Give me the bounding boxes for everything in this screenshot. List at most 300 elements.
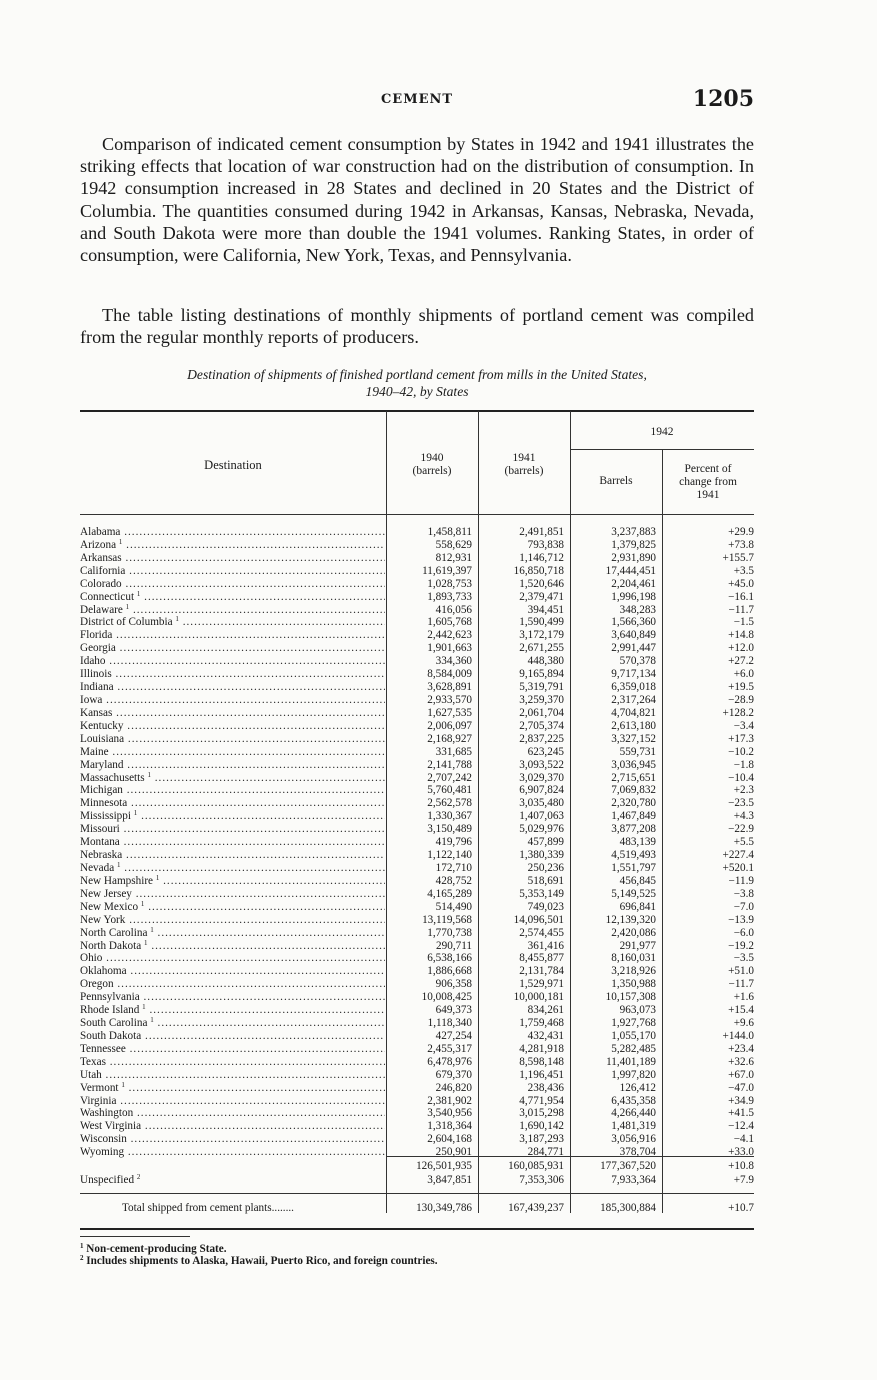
row-destination (80, 1043, 385, 1056)
row-value-1940: 172,710 (435, 861, 472, 874)
row-value-1940: 2,141,788 (427, 758, 472, 771)
row-value-1942: 696,841 (619, 900, 656, 913)
row-destination-name: Pennsylvania (80, 991, 140, 1004)
row-destination-name: Massachusetts (80, 771, 145, 784)
total-rule-top (80, 1193, 754, 1194)
table-row (80, 1095, 754, 1108)
row-percent-change: −10.4 (728, 771, 754, 784)
row-value-1940: 2,562,578 (427, 797, 472, 810)
row-value-1941: 4,771,954 (519, 1094, 564, 1107)
row-footnote-mark: 1 (147, 771, 151, 779)
row-value-1941: 1,520,646 (519, 577, 564, 590)
row-percent-change: +227.4 (722, 849, 754, 862)
row-percent-change: +17.3 (728, 732, 754, 745)
table-row (80, 1082, 754, 1095)
table-caption-line-1: Destination of shipments of finished portland cement from mills in the United States, (187, 367, 647, 382)
row-destination-name: Mississippi (80, 810, 131, 823)
row-value-1941: 1,759,468 (519, 1017, 564, 1030)
row-value-1940: 906,358 (435, 978, 472, 991)
row-value-1942: 1,055,170 (611, 1029, 656, 1042)
table-caption-line-2: 1940–42, by States (365, 384, 469, 399)
row-value-1940: 11,619,397 (422, 564, 472, 577)
row-value-1940: 1,458,811 (427, 526, 472, 538)
total-label (122, 1202, 294, 1215)
row-destination-name: Virginia (80, 1094, 117, 1107)
table-row (80, 604, 754, 617)
row-destination (80, 978, 385, 991)
table-row (80, 914, 754, 927)
table-row (80, 668, 754, 681)
row-destination (80, 1056, 385, 1069)
row-destination-name: New Jersey (80, 887, 132, 900)
row-value-1941: 3,015,298 (519, 1107, 564, 1120)
row-value-1942: 2,320,780 (611, 797, 656, 810)
table-row (80, 1030, 754, 1043)
table-row (80, 681, 754, 694)
row-destination-name: Missouri (80, 823, 120, 836)
table-row (80, 1017, 754, 1030)
row-percent-change: +5.5 (733, 836, 754, 849)
row-destination-name: North Dakota (80, 939, 142, 952)
row-value-1940: 4,165,289 (427, 887, 472, 900)
subtotal-1940: 126,501,935 (416, 1160, 472, 1172)
total-1941: 167,439,237 (508, 1202, 564, 1214)
row-value-1940: 427,254 (435, 1029, 472, 1042)
row-value-1942: 2,715,651 (611, 771, 656, 784)
row-destination (80, 539, 385, 552)
table-row (80, 784, 754, 797)
row-value-1942: 2,931,890 (611, 551, 656, 564)
row-percent-change: +3.5 (733, 564, 754, 577)
row-destination (80, 797, 385, 810)
unspecified-percent: +7.9 (733, 1174, 754, 1186)
row-destination-name: West Virginia (80, 1120, 142, 1133)
row-value-1941: 9,165,894 (519, 668, 564, 681)
row-value-1941: 2,061,704 (519, 706, 564, 719)
row-value-1942: 8,160,031 (611, 952, 656, 965)
row-value-1942: 11,401,189 (606, 1055, 656, 1068)
row-destination-name: District of Columbia (80, 616, 173, 629)
row-destination-name: Wisconsin (80, 1133, 127, 1146)
row-value-1941: 518,691 (527, 874, 564, 887)
row-footnote-mark: 1 (175, 616, 179, 624)
row-value-1940: 1,028,753 (427, 577, 472, 590)
table-row (80, 1120, 754, 1133)
row-destination-name: Texas (80, 1055, 106, 1068)
row-percent-change: −7.0 (733, 900, 754, 913)
header-1940 (386, 452, 478, 478)
row-percent-change: −1.5 (733, 616, 754, 629)
row-destination-name: Indiana (80, 681, 114, 694)
row-value-1941: 1,590,499 (519, 616, 564, 629)
row-percent-change: −3.4 (733, 719, 754, 732)
row-value-1940: 514,490 (435, 900, 472, 913)
row-value-1940: 1,605,768 (427, 616, 472, 629)
row-percent-change: +15.4 (728, 1004, 754, 1017)
row-value-1942: 5,149,525 (611, 887, 656, 900)
header-barrels: Barrels (599, 475, 633, 487)
row-percent-change: +34.9 (728, 1094, 754, 1107)
row-percent-change: +520.1 (722, 861, 754, 874)
row-destination-name: Nebraska (80, 849, 123, 862)
header-percent-change (662, 463, 754, 502)
row-value-1942: 1,996,198 (611, 590, 656, 603)
table-row (80, 552, 754, 565)
table-row (80, 591, 754, 604)
table-row (80, 1146, 754, 1159)
row-value-1940: 334,360 (435, 655, 472, 668)
row-destination (80, 1146, 385, 1159)
row-destination (80, 552, 385, 565)
row-value-1942: 1,481,319 (611, 1120, 656, 1133)
table-row (80, 862, 754, 875)
total-1942: 185,300,884 (600, 1202, 656, 1214)
row-value-1942: 456,845 (619, 874, 656, 887)
row-footnote-mark: 1 (133, 810, 138, 818)
row-value-1940: 1,330,367 (427, 810, 472, 823)
row-percent-change: +6.0 (733, 668, 754, 681)
row-destination-name: Florida (80, 629, 113, 642)
row-value-1940: 10,008,425 (421, 991, 472, 1004)
footnote-1-mark: 1 (80, 1242, 84, 1250)
row-value-1940: 416,056 (435, 603, 472, 616)
table-row (80, 759, 754, 772)
subtotal-1941: 160,085,931 (508, 1160, 564, 1172)
row-value-1942: 963,073 (619, 1004, 656, 1017)
row-value-1942: 1,551,797 (611, 861, 656, 874)
row-destination-name: Georgia (80, 642, 116, 655)
row-destination-name: Minnesota (80, 797, 128, 810)
row-value-1941: 1,146,712 (519, 551, 564, 564)
row-value-1940: 2,455,317 (427, 1042, 472, 1055)
row-footnote-mark: 1 (150, 926, 154, 934)
row-percent-change: +67.0 (728, 1068, 754, 1081)
table-row (80, 526, 754, 539)
row-destination (80, 616, 385, 629)
row-value-1941: 6,907,824 (519, 784, 564, 797)
table-row (80, 965, 754, 978)
row-destination (80, 914, 385, 927)
table-row (80, 772, 754, 785)
row-value-1942: 3,640,849 (611, 629, 656, 642)
table-row (80, 694, 754, 707)
header-percent-line-1: Percent of (684, 463, 732, 475)
row-value-1941: 3,035,480 (519, 797, 564, 810)
table-row (80, 1056, 754, 1069)
unspecified-name: Unspecified (80, 1174, 135, 1186)
table-row (80, 823, 754, 836)
running-title: CEMENT (380, 92, 454, 107)
row-value-1942: 6,435,358 (611, 1094, 656, 1107)
row-value-1940: 812,931 (435, 551, 472, 564)
row-percent-change: +155.7 (722, 551, 754, 564)
row-value-1942: 570,378 (619, 655, 656, 668)
row-percent-change: −6.0 (733, 926, 754, 939)
unspecified-label (80, 1174, 140, 1187)
header-1941-year: 1941 (512, 452, 536, 464)
row-destination (80, 952, 385, 965)
row-footnote-mark: 1 (140, 900, 145, 908)
row-percent-change: +19.5 (728, 681, 754, 694)
row-destination-name: Oklahoma (80, 965, 127, 978)
row-value-1941: 3,172,179 (519, 629, 564, 642)
row-destination-name: Arizona (80, 538, 117, 551)
row-value-1941: 5,353,149 (519, 887, 564, 900)
row-value-1942: 4,704,821 (611, 706, 656, 719)
total-1940: 130,349,786 (416, 1202, 472, 1214)
row-percent-change: +2.3 (733, 784, 754, 797)
row-destination (80, 1017, 385, 1030)
table-caption (80, 366, 754, 400)
row-value-1941: 2,491,851 (519, 526, 564, 538)
row-destination (80, 836, 385, 849)
header-1941-unit: (barrels) (504, 465, 544, 477)
page-number: 1205 (692, 86, 754, 112)
row-footnote-mark: 1 (144, 939, 148, 947)
row-destination-name: South Carolina (80, 1017, 148, 1030)
row-value-1942: 1,379,825 (611, 538, 656, 551)
row-value-1942: 2,420,086 (611, 926, 656, 939)
row-value-1941: 432,431 (527, 1029, 564, 1042)
table-top-rule (80, 410, 754, 412)
unspecified-footnote-mark: 2 (136, 1173, 141, 1181)
row-value-1942: 378,704 (619, 1146, 656, 1159)
row-destination-name: New Mexico (80, 900, 139, 913)
row-percent-change: +14.8 (728, 629, 754, 642)
row-destination-name: Oregon (80, 978, 114, 991)
row-destination-name: Kentucky (80, 719, 124, 732)
table-row (80, 578, 754, 591)
table-row (80, 707, 754, 720)
table-row (80, 797, 754, 810)
row-value-1940: 6,478,976 (427, 1055, 472, 1068)
row-value-1940: 558,629 (435, 538, 472, 551)
row-destination (80, 1133, 385, 1146)
table-row (80, 1069, 754, 1082)
row-percent-change: +23.4 (728, 1042, 754, 1055)
row-destination-name: North Carolina (80, 926, 148, 939)
row-value-1940: 13,119,568 (422, 913, 472, 926)
row-value-1942: 1,997,820 (611, 1068, 656, 1081)
row-value-1942: 1,467,849 (611, 810, 656, 823)
row-destination (80, 1082, 385, 1095)
row-value-1941: 8,598,148 (519, 1055, 564, 1068)
row-percent-change: −16.1 (728, 590, 754, 603)
row-value-1941: 1,690,142 (519, 1120, 564, 1133)
row-value-1940: 1,893,733 (427, 590, 472, 603)
row-value-1940: 649,373 (435, 1004, 472, 1017)
row-value-1940: 1,318,364 (427, 1120, 472, 1133)
table-bottom-rule (80, 1228, 754, 1230)
row-destination-name: Connecticut (80, 590, 135, 603)
row-value-1940: 428,752 (435, 874, 472, 887)
row-value-1940: 8,584,009 (427, 668, 472, 681)
row-percent-change: −11.9 (728, 874, 754, 887)
row-value-1942: 4,519,493 (611, 849, 656, 862)
row-destination (80, 578, 385, 591)
row-value-1941: 5,029,976 (519, 823, 564, 836)
row-value-1941: 394,451 (527, 603, 564, 616)
row-value-1941: 2,837,225 (519, 732, 564, 745)
unspecified-1940: 3,847,851 (427, 1174, 472, 1186)
row-destination-name: Delaware (80, 603, 123, 616)
row-value-1941: 1,380,339 (519, 849, 564, 862)
row-destination-name: Alabama (80, 526, 121, 538)
row-destination (80, 681, 385, 694)
row-value-1940: 246,820 (435, 1081, 472, 1094)
row-value-1940: 3,150,489 (427, 823, 472, 836)
row-destination-name: Michigan (80, 784, 123, 797)
row-value-1942: 2,317,264 (611, 693, 656, 706)
table-row (80, 642, 754, 655)
header-percent-line-3: 1941 (696, 489, 720, 501)
row-percent-change: −28.9 (728, 693, 754, 706)
header-bottom-rule (80, 514, 754, 515)
row-footnote-mark: 1 (125, 603, 130, 611)
row-destination (80, 927, 385, 940)
row-percent-change: +33.0 (728, 1146, 754, 1159)
row-destination-name: Vermont (80, 1081, 119, 1094)
row-value-1941: 250,236 (527, 861, 564, 874)
row-destination (80, 888, 385, 901)
row-destination (80, 759, 385, 772)
subtotal-row (80, 1160, 754, 1173)
row-value-1941: 1,407,063 (519, 810, 564, 823)
row-destination (80, 1095, 385, 1108)
unspecified-1942: 7,933,364 (611, 1174, 656, 1186)
row-value-1942: 291,977 (619, 939, 656, 952)
row-destination (80, 565, 385, 578)
row-value-1942: 559,731 (619, 745, 656, 758)
table-row (80, 655, 754, 668)
table-row (80, 629, 754, 642)
row-value-1940: 2,168,927 (427, 732, 472, 745)
table-row (80, 1133, 754, 1146)
row-destination (80, 629, 385, 642)
row-value-1942: 3,327,152 (611, 732, 656, 745)
table-row (80, 875, 754, 888)
row-value-1942: 6,359,018 (611, 681, 656, 694)
row-value-1940: 3,540,956 (427, 1107, 472, 1120)
table-row (80, 952, 754, 965)
row-value-1942: 5,282,485 (611, 1042, 656, 1055)
row-destination-name: Illinois (80, 668, 112, 681)
row-percent-change: +45.0 (728, 577, 754, 590)
header-1942: 1942 (650, 426, 674, 438)
row-value-1940: 6,538,166 (427, 952, 472, 965)
table-row (80, 927, 754, 940)
row-destination-name: Idaho (80, 655, 106, 668)
row-percent-change: −11.7 (728, 603, 754, 616)
row-value-1940: 331,685 (435, 745, 472, 758)
row-value-1941: 448,380 (527, 655, 564, 668)
row-value-1940: 419,796 (435, 836, 472, 849)
row-value-1941: 361,416 (527, 939, 564, 952)
row-value-1942: 10,157,308 (605, 991, 656, 1004)
table-row (80, 849, 754, 862)
row-footnote-mark: 1 (150, 1017, 154, 1025)
table-row (80, 1004, 754, 1017)
row-value-1940: 2,006,097 (427, 719, 472, 732)
row-value-1941: 1,529,971 (519, 978, 564, 991)
row-value-1940: 2,707,242 (427, 771, 472, 784)
row-destination (80, 810, 385, 823)
row-percent-change: −3.5 (733, 952, 754, 965)
row-percent-change: +144.0 (722, 1029, 754, 1042)
row-value-1941: 5,319,791 (519, 681, 564, 694)
row-percent-change: +27.2 (728, 655, 754, 668)
table-row (80, 539, 754, 552)
row-percent-change: +9.6 (733, 1017, 754, 1030)
row-percent-change: −3.8 (733, 887, 754, 900)
row-value-1942: 1,927,768 (611, 1017, 656, 1030)
row-value-1941: 14,096,501 (513, 913, 564, 926)
table-row (80, 991, 754, 1004)
table-body (80, 526, 754, 1159)
row-destination (80, 1120, 385, 1133)
table-row (80, 810, 754, 823)
header-1940-unit: (barrels) (412, 465, 452, 477)
row-value-1941: 793,838 (527, 538, 564, 551)
row-percent-change: +51.0 (728, 965, 754, 978)
row-value-1941: 238,436 (527, 1081, 564, 1094)
row-destination (80, 591, 385, 604)
row-value-1941: 2,671,255 (519, 642, 564, 655)
row-value-1940: 1,118,340 (427, 1017, 472, 1030)
row-value-1942: 12,139,320 (605, 913, 656, 926)
row-value-1942: 348,283 (619, 603, 656, 616)
row-value-1942: 126,412 (619, 1081, 656, 1094)
row-destination-name: Maine (80, 745, 109, 758)
row-value-1940: 2,381,902 (427, 1094, 472, 1107)
row-destination-name: Wyoming (80, 1146, 125, 1159)
row-value-1942: 2,613,180 (611, 719, 656, 732)
row-destination-name: Washington (80, 1107, 134, 1120)
row-destination-name: New Hampshire (80, 874, 154, 887)
row-value-1940: 3,628,891 (427, 681, 472, 694)
row-footnote-mark: 1 (155, 874, 160, 882)
table-row (80, 978, 754, 991)
row-value-1941: 2,705,374 (519, 719, 564, 732)
table-row (80, 940, 754, 953)
header-percent-line-2: change from (679, 476, 737, 488)
row-destination (80, 1107, 385, 1120)
row-destination (80, 733, 385, 746)
row-value-1942: 2,991,447 (611, 642, 656, 655)
footnote-rule (80, 1236, 190, 1237)
header-1941 (478, 452, 570, 478)
table-row (80, 720, 754, 733)
body-paragraph-2: The table listing destinations of monthly shipments of portland cement was compiled from the regular monthly reports of producers. (80, 305, 754, 348)
footnote-2-text: Includes shipments to Alaska, Hawaii, Puerto Rico, and foreign countries. (86, 1255, 438, 1267)
row-destination-name: California (80, 564, 126, 577)
row-value-1940: 290,711 (436, 939, 472, 952)
total-percent: +10.7 (728, 1202, 754, 1214)
row-percent-change: +73.8 (728, 538, 754, 551)
row-destination (80, 604, 385, 617)
body-paragraph-1: Comparison of indicated cement consumption by States in 1942 and 1941 illustrates the striking effects that location of war construction had on the distribution of consumption. In 1942 consumption increased in 28 States and declined in 20 States and the District of Columbia. The quantities consumed during 1942 in Arkansas, Kansas, Nebraska, Nevada, and South Dakota were more than double the 1941 volumes. Ranking States, in order of consumption, were California, New York, Texas, and Pennsylvania. (80, 134, 754, 266)
row-destination (80, 823, 385, 836)
row-value-1942: 3,056,916 (611, 1133, 656, 1146)
footnote-1-text: Non-cement-producing State. (86, 1243, 227, 1255)
row-percent-change: −11.7 (728, 978, 754, 991)
row-destination-name: Montana (80, 836, 120, 849)
row-destination (80, 707, 385, 720)
row-percent-change: +41.5 (728, 1107, 754, 1120)
row-percent-change: −13.9 (728, 913, 754, 926)
row-value-1942: 3,036,945 (611, 758, 656, 771)
row-value-1940: 1,770,738 (427, 926, 472, 939)
